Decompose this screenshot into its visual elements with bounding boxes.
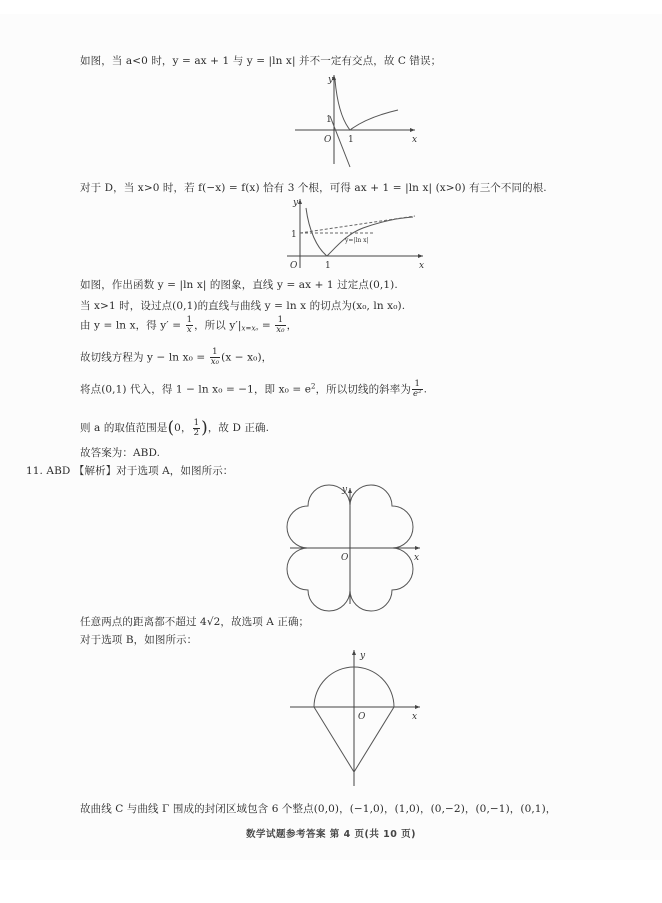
derivative-text-d: ， — [286, 319, 298, 332]
fig1-y-label: y — [328, 75, 334, 85]
text-line-option-c: 如图，当 a<0 时，y = ax + 1 与 y = |ln x| 并不一定有交点，故 C 错误； — [80, 55, 442, 67]
slope-text-b: ，所以切线的斜率为 — [315, 383, 411, 396]
text-line-option-a-result: 任意两点的距离都不超过 4√2，故选项 A 正确； — [80, 616, 310, 628]
slope-superscript: 2 — [311, 382, 316, 391]
figure-2-tangent-line — [285, 196, 425, 271]
fig3-y-label: y — [342, 485, 348, 495]
slope-text-a: 将点(0,1) 代入，得 1 − ln x₀ = −1，即 x₀ = e — [80, 383, 312, 396]
fig4-x-label: x — [412, 712, 418, 722]
derivative-text-a: 由 y = ln x，得 y′ = — [80, 319, 185, 332]
fig3-x-label: x — [414, 553, 420, 563]
text-line-slope: 将点(0,1) 代入，得 1 − ln x₀ = −1，即 $x_0 = e^2$，所以切线的斜率为 $\frac{1}{\text{e²}}$ . — [80, 379, 428, 399]
text-line-lattice-points: 故曲线 C 与曲线 Γ 围成的封闭区域包含 6 个整点(0,0)，(−1,0)，(1,0)，(0,−2)，(0,−1)，(0,1)， — [80, 803, 557, 815]
tangent-eq-text-b: (x − x₀)， — [221, 351, 273, 364]
text-line-option-b: 对于选项 B，如图所示： — [80, 634, 198, 646]
text-line-tangent-point: 当 x>1 时，设过点(0,1)的直线与曲线 y = ln x 的切点为(x₀, ln x₀). — [80, 300, 406, 312]
tangent-eq-text-a: 故切线方程为 y − ln x₀ = — [80, 351, 209, 364]
fig2-y-one: 1 — [291, 230, 297, 240]
text-line-graph-intro: 如图，作出函数 y = |ln x| 的图象，直线 y = ax + 1 过定点(0,1). — [80, 279, 398, 291]
fig2-curve-label: y=|ln x| — [345, 237, 369, 244]
fig2-x-label: x — [419, 261, 425, 271]
fig1-origin-label: O — [324, 135, 332, 145]
text-line-answer: 故答案为：ABD. — [80, 447, 161, 459]
page-footer: 数学试题参考答案 第 4 页(共 10 页) — [245, 829, 417, 840]
fig2-origin-label: O — [290, 261, 298, 271]
fig4-y-label: y — [360, 651, 366, 661]
fig1-x-label: x — [412, 135, 418, 145]
fraction-1-over-2: $\frac{1}{2}$ — [193, 417, 200, 438]
derivative-text-c: = — [258, 319, 275, 332]
figure-4-semicircle-triangle — [286, 648, 426, 788]
fig2-y-label: y — [293, 198, 299, 208]
figure-1-abs-ln-vs-line — [290, 72, 420, 167]
fig1-y-one: 1 — [326, 115, 332, 125]
derivative-text-b: ，所以 y′| — [194, 319, 242, 332]
range-text-c: ，故 D 正确. — [207, 422, 270, 434]
range-text-b: 0， — [174, 422, 192, 434]
text-line-tangent-equation — [80, 348, 272, 367]
fig1-x-one: 1 — [348, 135, 354, 145]
fig3-origin-label: O — [341, 553, 349, 563]
fraction-1-over-x0-b: $\frac{1}{\text{x₀}}$ — [210, 347, 220, 367]
fig4-origin-label: O — [358, 712, 366, 722]
fig2-x-one: 1 — [325, 261, 331, 271]
range-text-a: 则 a 的取值范围是 — [80, 422, 168, 434]
figure-3-four-lobe-curve — [286, 482, 426, 607]
text-line-question-11: 11. ABD 【解析】对于选项 A，如图所示： — [26, 465, 234, 477]
text-line-range-a: 则 a 的取值范围是(0， $\frac{1}{2}$ )，故 D 正确. — [80, 417, 270, 438]
fraction-1-over-x: $\frac{1}{x}$ — [186, 315, 193, 335]
fraction-1-over-e2: $\frac{1}{\text{e²}}$ — [412, 379, 422, 399]
derivative-subscript: x=x₀ — [241, 324, 259, 333]
fraction-1-over-x0: $\frac{1}{\text{x₀}}$ — [276, 315, 285, 335]
text-line-derivative — [80, 316, 297, 335]
text-line-option-d: 对于 D，当 x>0 时，若 f(−x) = f(x) 恰有 3 个根，可得 ax + 1 = |ln x| (x>0) 有三个不同的根. — [80, 182, 547, 194]
